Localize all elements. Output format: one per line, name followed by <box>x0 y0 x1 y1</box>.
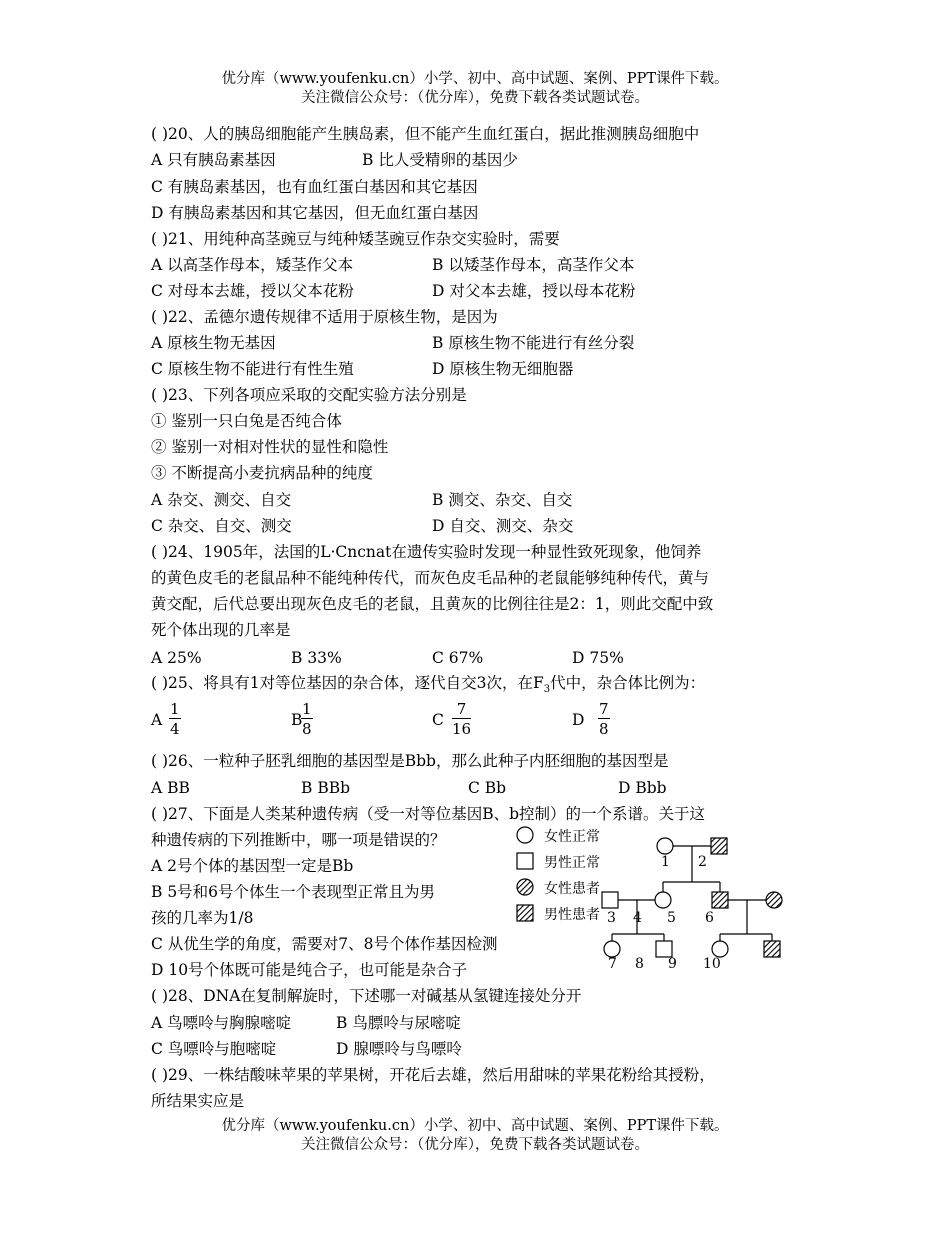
individual-2-male-affected <box>711 838 727 854</box>
pedigree-number-2: 2 <box>698 854 707 870</box>
q25-stem-text-end: 代中，杂合体比例为： <box>550 674 706 692</box>
individual-5-female-normal <box>655 892 671 908</box>
q25-option-a-fraction <box>169 700 181 739</box>
q20-stem: ( )20、人的胰岛细胞能产生胰岛素，但不能产生血红蛋白，据此推测胰岛细胞中 <box>151 125 700 143</box>
q27-option-b-line-1: B 5号和6号个体生一个表现型正常且为男 <box>151 883 436 901</box>
q23-option-b: B 测交、杂交、自交 <box>432 491 573 509</box>
pedigree-number-6: 6 <box>705 910 714 926</box>
q24-line-2: 的黄色皮毛的老鼠品种不能纯种传代，而灰色皮毛品种的老鼠能够纯种传代，黄与 <box>151 569 710 587</box>
q25-d-denominator: 8 <box>599 720 609 738</box>
footer-line-1: 优分库（www.youfenku.cn）小学、初中、高中试题、案例、PPT课件下载。 <box>221 1118 729 1134</box>
q21-option-a: A 以高茎作母本，矮茎作父本 <box>151 256 354 274</box>
q22-stem: ( )22、孟德尔遗传规律不适用于原核生物，是因为 <box>151 308 498 326</box>
q24-option-c: C 67% <box>432 649 484 667</box>
q25-option-a-label: A <box>151 711 163 729</box>
q26-option-a: A BB <box>151 779 190 797</box>
individual-7-female-normal <box>604 941 620 957</box>
q22-option-c: C 原核生物不能进行有性生殖 <box>151 360 354 378</box>
legend-male-normal-label: 男性正常 <box>544 855 600 871</box>
q25-option-c-fraction <box>452 700 471 739</box>
legend-female-normal-symbol <box>517 827 533 843</box>
header-line-1: 优分库（www.youfenku.cn）小学、初中、高中试题、案例、PPT课件下载。 <box>221 71 729 87</box>
q22-option-b: B 原核生物不能进行有丝分裂 <box>432 334 635 352</box>
q25-option-d-label: D <box>572 711 585 729</box>
q28-option-a: A 鸟嘌呤与胸腺嘧啶 <box>151 1014 292 1032</box>
q24-line-3: 黄交配，后代总要出现灰色皮毛的老鼠，且黄灰的比例往往是2：1，则此交配中致 <box>151 595 714 613</box>
q24-line-1: ( )24、1905年，法国的L·Cncnat在遗传实验时发现一种显性致死现象，他饲养 <box>151 543 702 561</box>
q25-b-denominator: 8 <box>302 720 312 738</box>
q29-line-1: ( )29、一株结酸味苹果的苹果树，开花后去雄，然后用甜味的苹果花粉给其授粉， <box>151 1066 715 1084</box>
pedigree-number-10: 10 <box>703 956 721 972</box>
q21-stem: ( )21、用纯种高茎豌豆与纯种矮茎豌豆作杂交实验时，需要 <box>151 230 560 248</box>
q20-option-b: B 比人受精卵的基因少 <box>362 151 518 169</box>
q23-option-d: D 自交、测交、杂交 <box>432 517 574 535</box>
individual-1-female-normal <box>657 838 673 854</box>
pedigree-number-8: 8 <box>635 956 644 972</box>
q24-line-4: 死个体出现的几率是 <box>151 621 291 639</box>
q28-option-c: C 鸟嘌呤与胞嘧啶 <box>151 1040 277 1058</box>
q20-option-a: A 只有胰岛素基因 <box>151 151 276 169</box>
pedigree-number-9: 9 <box>668 956 677 972</box>
q25-a-numerator: 1 <box>170 700 180 718</box>
q26-stem: ( )26、一粒种子胚乳细胞的基因型是Bbb，那么此种子内胚细胞的基因型是 <box>151 752 669 770</box>
q28-option-b: B 鸟膘呤与尿嘧啶 <box>336 1014 461 1032</box>
q25-a-denominator: 4 <box>170 720 180 738</box>
q23-item-1: ① 鉴别一只白兔是否纯合体 <box>151 412 342 430</box>
q27-option-c: C 从优生学的角度，需要对7、8号个体作基因检测 <box>151 935 498 953</box>
q23-item-2: ② 鉴别一对相对性状的显性和隐性 <box>151 438 389 456</box>
legend-female-affected-symbol <box>517 879 533 895</box>
q26-option-c: C Bb <box>468 779 507 797</box>
q25-stem-text: ( )25、将具有1对等位基因的杂合体，逐代自交3次，在F <box>151 674 544 692</box>
q25-option-d-fraction <box>598 700 610 739</box>
q26-option-d: D Bbb <box>618 779 667 797</box>
q27-line-1: ( )27、下面是人类某种遗传病（受一对等位基因B、b控制）的一个系谱。关于这 <box>151 805 706 823</box>
q20-option-c: C 有胰岛素基因，也有血红蛋白基因和其它基因 <box>151 178 478 196</box>
q29-line-2: 所结果实应是 <box>151 1092 245 1110</box>
q25-b-numerator: 1 <box>302 700 312 718</box>
pedigree-number-5: 5 <box>667 910 676 926</box>
q25-option-b-label: B <box>291 711 303 729</box>
pedigree-number-3: 3 <box>607 910 616 926</box>
q21-option-c: C 对母本去雄，授以父本花粉 <box>151 282 354 300</box>
q25-stem <box>151 673 705 700</box>
individual-9-male-normal <box>656 941 672 957</box>
legend-male-affected-symbol <box>517 905 533 921</box>
pedigree-diagram <box>510 822 800 972</box>
legend-female-affected-label: 女性患者 <box>544 881 600 897</box>
individual-4-male-normal <box>602 892 618 908</box>
individual-10-female-normal <box>712 941 728 957</box>
q27-option-d: D 10号个体既可能是纯合子，也可能是杂合子 <box>151 961 468 979</box>
pedigree-number-1: 1 <box>661 854 670 870</box>
q25-c-numerator: 7 <box>452 700 471 719</box>
q27-option-b-line-2: 孩的几率为1/8 <box>151 909 254 927</box>
q22-option-a: A 原核生物无基因 <box>151 334 276 352</box>
q26-option-b: B BBb <box>301 779 351 797</box>
q22-option-d: D 原核生物无细胞器 <box>432 360 574 378</box>
q28-option-d: D 腺嘌呤与鸟嘌呤 <box>336 1040 462 1058</box>
legend-female-normal-label: 女性正常 <box>544 829 600 845</box>
q27-line-2: 种遗传病的下列推断中，哪一项是错误的？ <box>151 831 446 849</box>
individual-6-male-affected <box>712 892 728 908</box>
legend-male-affected-label: 男性患者 <box>544 907 600 923</box>
q25-stem-subscript: 3 <box>543 684 551 696</box>
q25-c-denominator: 16 <box>452 720 472 738</box>
individual-6-spouse-female-affected <box>766 892 782 908</box>
header-line-2: 关注微信公众号：（优分库），免费下载各类试题试卷。 <box>301 90 649 106</box>
footer-line-2: 关注微信公众号：（优分库），免费下载各类试题试卷。 <box>301 1137 649 1153</box>
pedigree-number-4: 4 <box>633 910 642 926</box>
q25-option-c-label: C <box>432 711 444 729</box>
pedigree-number-7: 7 <box>608 956 617 972</box>
q20-option-d: D 有胰岛素基因和其它基因，但无血红蛋白基因 <box>151 204 479 222</box>
individual-11-male-affected <box>764 941 780 957</box>
q25-d-numerator: 7 <box>599 700 609 718</box>
q24-option-a: A 25% <box>151 649 202 667</box>
q24-option-b: B 33% <box>291 649 342 667</box>
q23-stem: ( )23、下列各项应采取的交配实验方法分别是 <box>151 386 467 404</box>
q21-option-b: B 以矮茎作母本，高茎作父本 <box>432 256 635 274</box>
q27-option-a: A 2号个体的基因型一定是Bb <box>151 857 354 875</box>
legend-male-normal-symbol <box>517 853 533 869</box>
q28-stem: ( )28、DNA在复制解旋时，下述哪一对碱基从氢键连接处分开 <box>151 987 582 1005</box>
q23-option-c: C 杂交、自交、测交 <box>151 517 292 535</box>
q23-item-3: ③ 不断提高小麦抗病品种的纯度 <box>151 464 373 482</box>
q21-option-d: D 对父本去雄，授以母本花粉 <box>432 282 636 300</box>
q24-option-d: D 75% <box>572 649 624 667</box>
q23-option-a: A 杂交、测交、自交 <box>151 491 292 509</box>
q25-option-b-fraction <box>301 700 313 739</box>
